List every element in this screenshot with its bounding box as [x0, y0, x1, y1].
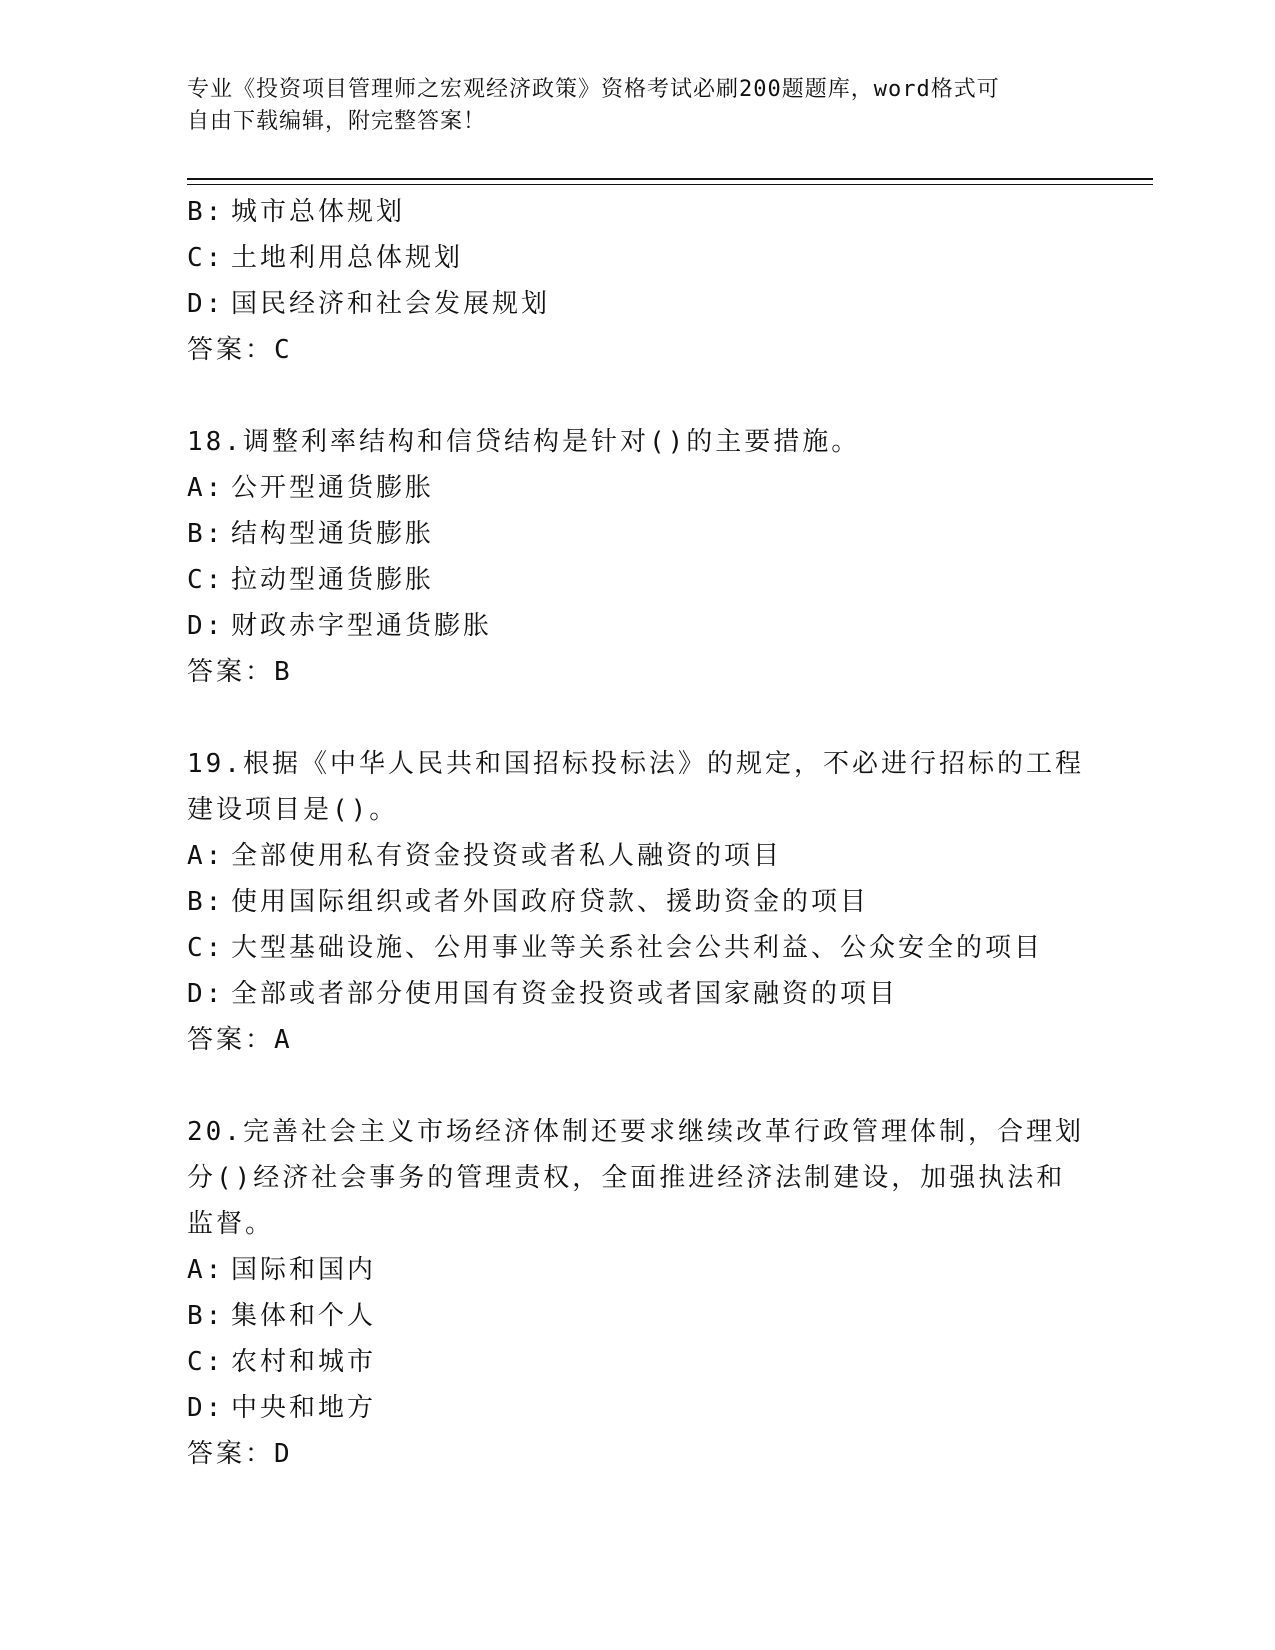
question-gap [187, 373, 1087, 419]
answer: 答案：B [187, 657, 293, 687]
option-key: C: [187, 1347, 225, 1377]
option-c [187, 925, 1087, 971]
option-a [187, 833, 1087, 879]
header-line-1: 专业《投资项目管理师之宏观经济政策》资格考试必刷200题题库，word格式可 [187, 77, 1000, 102]
option-text: 结构型通货膨胀 [231, 519, 435, 549]
option-key: B: [187, 197, 225, 227]
option-key: C: [187, 243, 225, 273]
answer: 答案：C [187, 335, 293, 365]
option-text: 土地利用总体规划 [231, 243, 464, 273]
option-c [187, 557, 1087, 603]
option-key: B: [187, 519, 225, 549]
header-rule-thick [187, 178, 1153, 180]
option-b [187, 511, 1087, 557]
option-text: 集体和个人 [231, 1301, 377, 1331]
option-d [187, 1385, 1087, 1431]
question-17-continued [187, 189, 1087, 373]
header-line-2: 自由下载编辑，附完整答案！ [187, 109, 487, 134]
question-gap [187, 695, 1087, 741]
question-stem-continued: 建设项目是()。 [187, 795, 399, 825]
option-text: 国际和国内 [231, 1255, 377, 1285]
option-text: 拉动型通货膨胀 [231, 565, 435, 595]
question-gap [187, 1063, 1087, 1109]
option-c [187, 235, 1087, 281]
option-key: A: [187, 1255, 225, 1285]
option-text: 财政赤字型通货膨胀 [231, 611, 493, 641]
question-19 [187, 741, 1087, 1063]
option-text: 大型基础设施、公用事业等关系社会公共利益、公众安全的项目 [231, 933, 1044, 963]
question-20 [187, 1109, 1087, 1477]
option-c [187, 1339, 1087, 1385]
option-key: D: [187, 611, 225, 641]
option-key: C: [187, 565, 225, 595]
option-text: 全部或者部分使用国有资金投资或者国家融资的项目 [231, 979, 899, 1009]
question-stem: 18.调整利率结构和信贷结构是针对()的主要措施。 [187, 427, 861, 457]
option-a [187, 1247, 1087, 1293]
option-d [187, 281, 1087, 327]
option-d [187, 603, 1087, 649]
option-b [187, 1293, 1087, 1339]
option-text: 使用国际组织或者外国政府贷款、援助资金的项目 [231, 887, 870, 917]
option-d [187, 971, 1087, 1017]
option-b [187, 189, 1087, 235]
option-text: 城市总体规划 [231, 197, 406, 227]
question-stem: 19.根据《中华人民共和国招标投标法》的规定，不必进行招标的工程 [187, 749, 1084, 779]
answer: 答案：A [187, 1025, 293, 1055]
option-text: 公开型通货膨胀 [231, 473, 435, 503]
option-key: B: [187, 887, 225, 917]
option-key: D: [187, 1393, 225, 1423]
option-key: A: [187, 841, 225, 871]
option-key: C: [187, 933, 225, 963]
question-stem-continued: 分()经济社会事务的管理责权，全面推进经济法制建设，加强执法和 [187, 1163, 1066, 1193]
option-text: 国民经济和社会发展规划 [231, 289, 551, 319]
question-stem: 20.完善社会主义市场经济体制还要求继续改革行政管理体制，合理划 [187, 1117, 1084, 1147]
option-key: A: [187, 473, 225, 503]
option-key: D: [187, 979, 225, 1009]
option-text: 全部使用私有资金投资或者私人融资的项目 [231, 841, 783, 871]
option-a [187, 465, 1087, 511]
question-stem-continued: 监督。 [187, 1209, 275, 1239]
header-rule-thin [187, 184, 1153, 185]
question-list [187, 189, 1087, 1477]
option-key: B: [187, 1301, 225, 1331]
option-key: D: [187, 289, 225, 319]
option-text: 中央和地方 [231, 1393, 377, 1423]
question-18 [187, 419, 1087, 695]
answer: 答案：D [187, 1439, 293, 1469]
document-header [187, 74, 1087, 138]
option-text: 农村和城市 [231, 1347, 377, 1377]
option-b [187, 879, 1087, 925]
